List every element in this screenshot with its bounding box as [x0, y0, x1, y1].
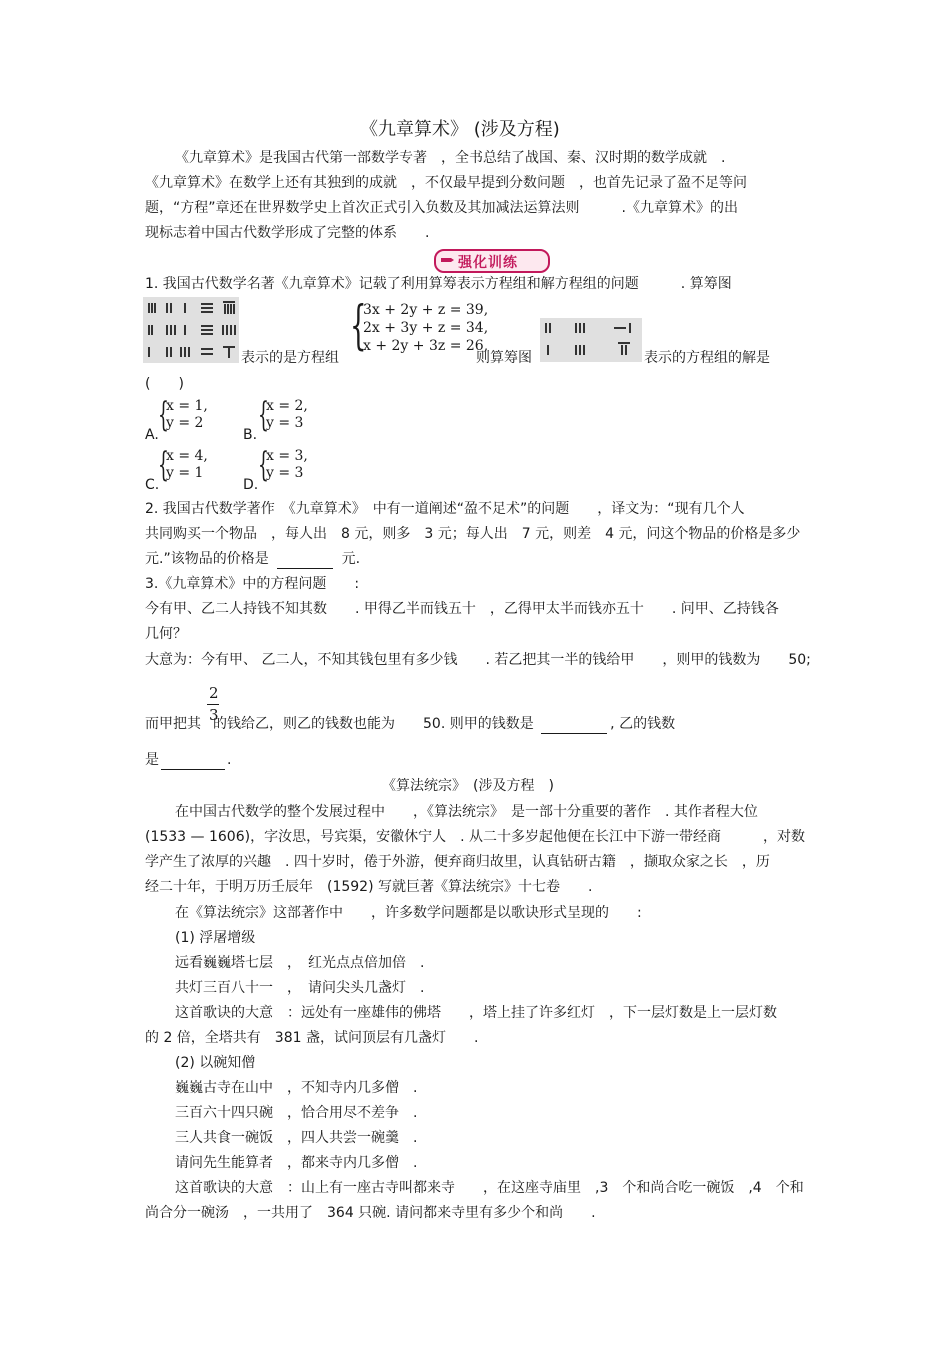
sec2-line-8: 共灯三百八十一 ， 请问尖头几盏灯 .: [175, 980, 425, 996]
q1-text-1: 表示的是方程组: [241, 350, 339, 366]
section-2-title: 《算法统宗》 (涉及方程 ): [382, 778, 554, 794]
q1-text-2: 则算筹图: [476, 350, 532, 366]
q2-line-2: 共同购买一个物品 ，每人出 8 元，则多 3 元；每人出 7 元，则差 4 元，问这个物品的价格是多少: [145, 526, 801, 542]
q3-line-5b: 的钱给乙，则乙的钱数也能为 50. 则甲的钱数是: [213, 716, 534, 732]
pencil-icon: [440, 254, 454, 266]
q3-line-6a: 是: [145, 752, 159, 768]
system-eq-1: 3x + 2y + z = 39,: [363, 302, 489, 318]
sec2-line-11: (2) 以碗知僧: [175, 1055, 256, 1071]
q3-line-1: 3.《九章算术》中的方程问题 :: [145, 576, 360, 592]
q2-price-blank[interactable]: [277, 550, 333, 569]
sec2-line-14: 三人共食一碗饭 ，四人共尝一碗羹 .: [175, 1130, 418, 1146]
option-c-eq-2: y = 1: [166, 465, 204, 481]
sec2-line-4: 经二十年，于明万历壬辰年 (1592) 写就巨著《算法统宗》十七卷 .: [145, 879, 593, 895]
system-eq-3: x + 2y + 3z = 26,: [363, 338, 489, 354]
q3-line-6: [145, 751, 231, 770]
option-d-eq-1: x = 3,: [266, 448, 308, 464]
q1-answer-paren: ( ): [145, 376, 184, 392]
q3-line-6b: .: [227, 752, 232, 768]
sec2-line-6: (1) 浮屠增级: [175, 930, 256, 946]
option-d-brace: {: [258, 445, 269, 485]
option-a-eq-1: x = 1,: [166, 398, 208, 414]
sec2-line-5: 在《算法统宗》这部著作中 ，许多数学问题都是以歌诀形式呈现的 :: [175, 905, 642, 921]
system-eq-2: 2x + 3y + z = 34,: [363, 320, 489, 336]
option-b-label: B.: [243, 427, 258, 443]
counting-rod-figure-1: [143, 297, 239, 363]
badge-label: 强化训练: [458, 255, 518, 271]
q3-line-5a: 而甲把其: [145, 716, 201, 732]
fraction-bar: [207, 704, 219, 705]
q3-yi-blank[interactable]: [161, 751, 225, 770]
q2-line-3: [145, 550, 360, 569]
sec2-line-12: 巍巍古寺在山中 ，不知寺内几多僧 .: [175, 1080, 418, 1096]
page-title: 《九章算术》 (涉及方程): [360, 119, 560, 140]
option-a-brace: {: [158, 395, 169, 435]
option-c-label: C.: [145, 477, 160, 493]
q2-line-1: 2. 我国古代数学著作 《九章算术》 中有一道阐述“盈不足术”的问题 ，译文为：“现有几个人: [145, 501, 745, 517]
system-brace: {: [350, 296, 367, 356]
option-b-eq-2: y = 3: [266, 415, 304, 431]
option-c-brace: {: [158, 445, 169, 485]
q3-line-2: 今有甲、乙二人持钱不知其数 . 甲得乙半而钱五十 ，乙得甲太半而钱亦五十 . 问甲、乙持钱各: [145, 601, 779, 617]
sec2-line-9: 这首歌诀的大意 ：远处有一座雄伟的佛塔 ，塔上挂了许多红灯 ，下一层灯数是上一层灯数: [175, 1005, 777, 1021]
intro-line-1: 《九章算术》是我国古代第一部数学专著 ，全书总结了战国、秦、汉时期的数学成就 .: [175, 150, 726, 166]
q1-text-3: 表示的方程组的解是: [644, 350, 770, 366]
q2-line-3-unit: 元.: [341, 551, 361, 567]
sec2-line-13: 三百六十四只碗 ，恰合用尽不差争 .: [175, 1105, 418, 1121]
training-badge: [434, 249, 550, 273]
intro-line-3: 题，“方程”章还在世界数学史上首次正式引入负数及其加减法运算法则 .《九章算术》的出: [145, 200, 738, 216]
q3-jia-blank[interactable]: [541, 715, 607, 734]
fraction-numerator: 2: [209, 684, 219, 702]
option-c-eq-1: x = 4,: [166, 448, 208, 464]
intro-line-4: 现标志着中国古代数学形成了完整的体系 .: [145, 225, 430, 241]
q3-line-5c: , 乙的钱数: [610, 716, 676, 732]
option-a-label: A.: [145, 427, 159, 443]
option-b-brace: {: [258, 395, 269, 435]
q3-line-4: 大意为：今有甲、 乙二人，不知其钱包里有多少钱 . 若乙把其一半的钱给甲 ，则甲的钱数为 50;: [145, 652, 811, 668]
sec2-line-2: (1533 — 1606)，字汝思，号宾渠，安徽休宁人 . 从二十多岁起他便在长江中下游一带经商 ，对数: [145, 829, 805, 845]
sec2-line-16: 这首歌诀的大意 ：山上有一座古寺叫都来寺 ，在这座寺庙里 ,3 个和尚合吃一碗饭 ,4 个和: [175, 1180, 804, 1196]
sec2-line-10: 的 2 倍，全塔共有 381 盏，试问顶层有几盏灯 .: [145, 1030, 479, 1046]
q2-line-3-text: 元.”该物品的价格是: [145, 551, 269, 567]
counting-rod-figure-2: [540, 318, 642, 362]
sec2-line-1: 在中国古代数学的整个发展过程中 ，《算法统宗》 是一部十分重要的著作 . 其作者程大位: [175, 804, 758, 820]
sec2-line-7: 远看巍巍塔七层 ， 红光点点倍加倍 .: [175, 955, 425, 971]
q1-line-1: 1. 我国古代数学名著《九章算术》记载了利用算筹表示方程组和解方程组的问题 . 算筹图: [145, 276, 732, 292]
sec2-line-3: 学产生了浓厚的兴趣 . 四十岁时，倦于外游，便弃商归故里，认真钻研古籍 ，撷取众家之长 ，历: [145, 854, 770, 870]
sec2-line-15: 请问先生能算者 ，都来寺内几多僧 .: [175, 1155, 418, 1171]
q3-line-3: 几何？: [145, 626, 187, 642]
intro-line-2: 《九章算术》在数学上还有其独到的成就 ，不仅最早提到分数问题 ，也首先记录了盈不足等问: [145, 175, 747, 191]
option-a-eq-2: y = 2: [166, 415, 204, 431]
fraction-denominator: 3: [209, 706, 219, 724]
option-d-label: D.: [243, 477, 259, 493]
q3-line-5: [145, 715, 675, 734]
sec2-line-17: 尚合分一碗汤 ，一共用了 364 只碗. 请问都来寺里有多少个和尚 .: [145, 1205, 596, 1221]
option-d-eq-2: y = 3: [266, 465, 304, 481]
option-b-eq-1: x = 2,: [266, 398, 308, 414]
